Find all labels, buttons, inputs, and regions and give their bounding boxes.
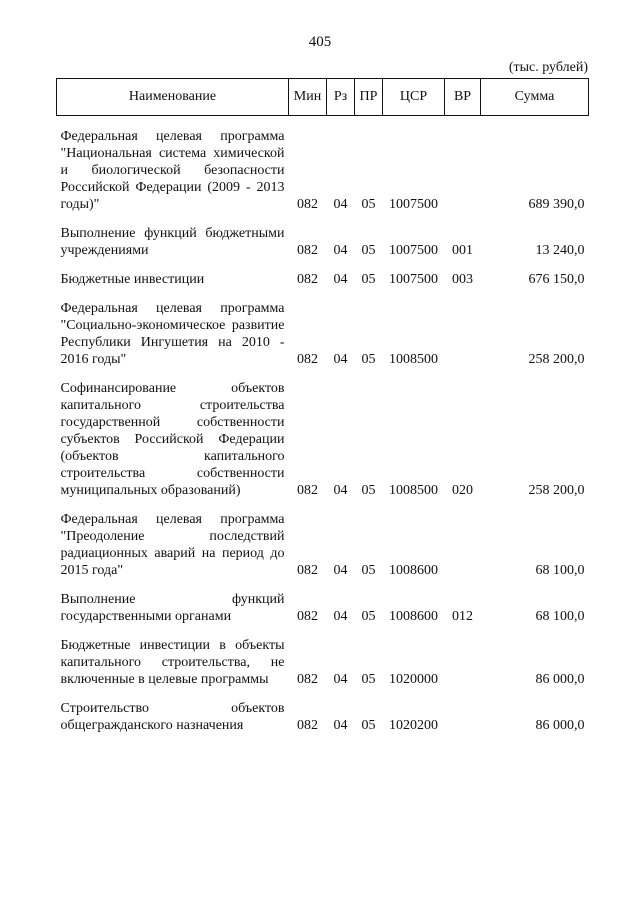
header-pr: ПР bbox=[355, 79, 383, 116]
row-vr bbox=[445, 128, 481, 213]
row-min: 082 bbox=[297, 483, 318, 498]
row-rz: 04 bbox=[333, 718, 348, 733]
header-csr: ЦСР bbox=[383, 79, 445, 116]
table-row bbox=[57, 637, 589, 688]
table-row bbox=[57, 300, 589, 368]
row-vr bbox=[445, 700, 481, 734]
row-csr: 1008600 bbox=[389, 563, 438, 578]
row-rz: 04 bbox=[333, 483, 348, 498]
row-rz: 04 bbox=[333, 272, 348, 287]
row-min: 082 bbox=[297, 272, 318, 287]
row-min: 082 bbox=[297, 609, 318, 624]
table-row bbox=[57, 700, 589, 734]
row-rz: 04 bbox=[333, 197, 348, 212]
row-pr: 05 bbox=[361, 243, 376, 258]
row-csr: 1008500 bbox=[389, 352, 438, 367]
row-vr bbox=[445, 511, 481, 579]
row-pr: 05 bbox=[361, 718, 376, 733]
header-min: Мин bbox=[289, 79, 327, 116]
row-min: 082 bbox=[297, 352, 318, 367]
row-min: 082 bbox=[297, 672, 318, 687]
header-name: Наименование bbox=[57, 79, 289, 116]
row-csr: 1007500 bbox=[389, 197, 438, 212]
row-min: 082 bbox=[297, 563, 318, 578]
table-header-row bbox=[57, 79, 589, 116]
row-name: Федеральная целевая программа "Социально-экономическое развитие Республики Ингушетия на 2010 - 2016 годы" bbox=[60, 301, 285, 367]
row-name: Бюджетные инвестиции в объекты капитального строительства, не включенные в целевые программы bbox=[60, 638, 285, 687]
row-csr: 1020200 bbox=[389, 718, 438, 733]
row-pr: 05 bbox=[361, 197, 376, 212]
header-rz: Рз bbox=[327, 79, 355, 116]
header-sum: Сумма bbox=[481, 79, 589, 116]
row-min: 082 bbox=[297, 197, 318, 212]
row-sum: 68 100,0 bbox=[535, 563, 585, 578]
row-name: Выполнение функций бюджетными учреждениями bbox=[60, 226, 285, 258]
row-name: Выполнение функций государственными органами bbox=[60, 592, 285, 624]
row-pr: 05 bbox=[361, 483, 376, 498]
row-sum: 86 000,0 bbox=[535, 672, 585, 687]
table-row bbox=[57, 511, 589, 579]
row-name: Федеральная целевая программа "Преодоление последствий радиационных аварий на период до 2015 года" bbox=[60, 512, 285, 578]
row-name: Бюджетные инвестиции bbox=[60, 272, 205, 287]
page-number: 405 bbox=[308, 34, 332, 50]
row-vr: 001 bbox=[452, 243, 473, 258]
row-sum: 689 390,0 bbox=[528, 197, 585, 212]
table-row bbox=[57, 128, 589, 213]
row-vr: 003 bbox=[452, 272, 473, 287]
row-min: 082 bbox=[297, 718, 318, 733]
row-pr: 05 bbox=[361, 609, 376, 624]
row-vr bbox=[445, 300, 481, 368]
row-rz: 04 bbox=[333, 563, 348, 578]
row-rz: 04 bbox=[333, 352, 348, 367]
row-min: 082 bbox=[297, 243, 318, 258]
row-name: Федеральная целевая программа "Национальная система химической и биологической безопасности Российской Федерации (2009 - 2013 годы)" bbox=[60, 129, 285, 212]
table-row bbox=[57, 380, 589, 499]
row-pr: 05 bbox=[361, 272, 376, 287]
row-name: Строительство объектов общегражданского назначения bbox=[60, 701, 285, 733]
table-row bbox=[57, 271, 589, 288]
row-vr: 012 bbox=[452, 609, 473, 624]
row-sum: 86 000,0 bbox=[535, 718, 585, 733]
row-vr: 020 bbox=[452, 483, 473, 498]
row-pr: 05 bbox=[361, 563, 376, 578]
row-sum: 676 150,0 bbox=[528, 272, 585, 287]
row-pr: 05 bbox=[361, 352, 376, 367]
row-rz: 04 bbox=[333, 672, 348, 687]
row-rz: 04 bbox=[333, 609, 348, 624]
row-sum: 258 200,0 bbox=[528, 483, 585, 498]
row-csr: 1008500 bbox=[389, 483, 438, 498]
row-pr: 05 bbox=[361, 672, 376, 687]
table-row bbox=[57, 225, 589, 259]
row-sum: 258 200,0 bbox=[528, 352, 585, 367]
row-csr: 1007500 bbox=[389, 243, 438, 258]
budget-table bbox=[56, 78, 589, 734]
units-label: (тыс. рублей) bbox=[508, 60, 588, 75]
row-name: Софинансирование объектов капитального строительства государственной собственности субъектов Российской Федерации (объектов капитального строительства собственности муниципальных образований) bbox=[60, 381, 285, 498]
header-vr: ВР bbox=[445, 79, 481, 116]
row-csr: 1007500 bbox=[389, 272, 438, 287]
row-sum: 68 100,0 bbox=[535, 609, 585, 624]
row-vr bbox=[445, 637, 481, 688]
row-csr: 1020000 bbox=[389, 672, 438, 687]
row-rz: 04 bbox=[333, 243, 348, 258]
row-sum: 13 240,0 bbox=[535, 243, 585, 258]
table-row bbox=[57, 591, 589, 625]
row-csr: 1008600 bbox=[389, 609, 438, 624]
